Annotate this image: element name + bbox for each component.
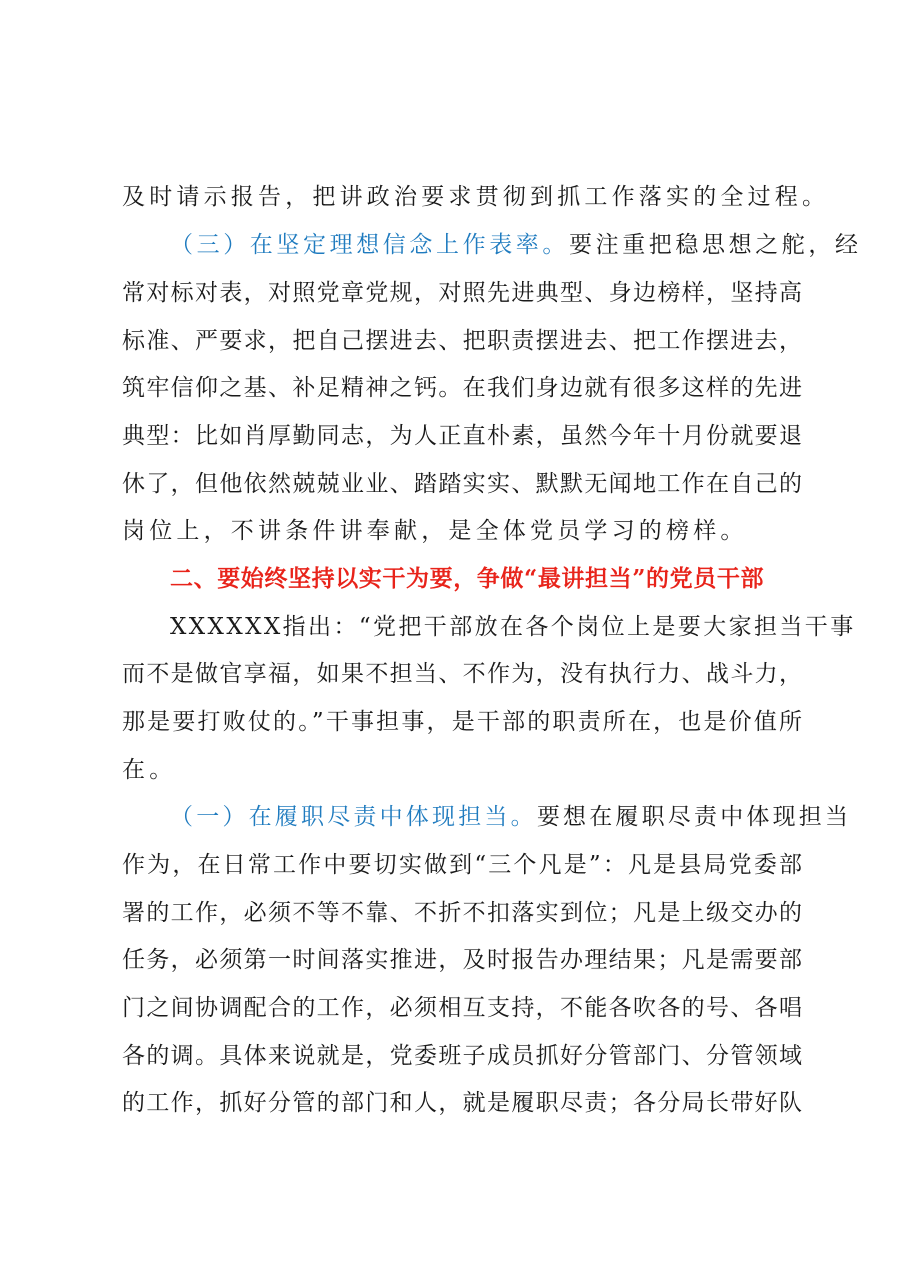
text-line: 常对标对表，对照党章党规，对照先进典型、身边榜样，坚持高 bbox=[122, 280, 802, 306]
text-line: 的工作，抓好分管的部门和人，就是履职尽责；各分局长带好队 bbox=[122, 1090, 802, 1116]
subheading-1: （一）在履职尽责中体现担当。 bbox=[170, 804, 537, 830]
text-line: 岗位上，不讲条件讲奉献，是全体党员学习的榜样。 bbox=[122, 518, 748, 544]
paragraph-1-first-line bbox=[170, 802, 852, 832]
text-line: 作为，在日常工作中要切实做到“三个凡是”：凡是县局党委部 bbox=[122, 852, 802, 878]
text-line: 而不是做官享福，如果不担当、不作为，没有执行力、战斗力， bbox=[122, 661, 802, 687]
text-line: 任务，必须第一时间落实推进，及时报告办理结果；凡是需要部 bbox=[122, 947, 802, 973]
text-line: 门之间协调配合的工作，必须相互支持，不能各吹各的号、各唱 bbox=[122, 995, 802, 1021]
text-line: 在。 bbox=[122, 757, 177, 783]
paragraph-3-first-line bbox=[170, 230, 862, 260]
text-line: 那是要打败仗的。”干事担事，是干部的职责所在，也是价值所 bbox=[122, 709, 802, 735]
text-line: 及时请示报告，把讲政治要求贯彻到抓工作落实的全过程。 bbox=[122, 184, 830, 210]
text-line: 典型：比如肖厚勤同志，为人正直朴素，虽然今年十月份就要退 bbox=[122, 423, 802, 449]
text-span: 要想在履职尽责中体现担当 bbox=[536, 804, 852, 830]
text-line: 各的调。具体来说就是，党委班子成员抓好分管部门、分管领域 bbox=[122, 1043, 802, 1069]
text-span: 要注重把稳思想之舵，经 bbox=[569, 232, 862, 258]
text-line: 休了，但他依然兢兢业业、踏踏实实、默默无闻地工作在自己的 bbox=[122, 471, 802, 497]
text-line: 标准、严要求，把自己摆进去、把职责摆进去、把工作摆进去， bbox=[122, 328, 802, 354]
quote-first-line: XXXXXX指出：“党把干部放在各个岗位上是要大家担当干事 bbox=[170, 614, 856, 640]
text-line: 筑牢信仰之基、补足精神之钙。在我们身边就有很多这样的先进 bbox=[122, 375, 802, 401]
subheading-3: （三）在坚定理想信念上作表率。 bbox=[170, 232, 569, 258]
text-line: 署的工作，必须不等不靠、不折不扣落实到位；凡是上级交办的 bbox=[122, 900, 802, 926]
section-2-heading: 二、要始终坚持以实干为要，争做“最讲担当”的党员干部 bbox=[170, 565, 765, 592]
